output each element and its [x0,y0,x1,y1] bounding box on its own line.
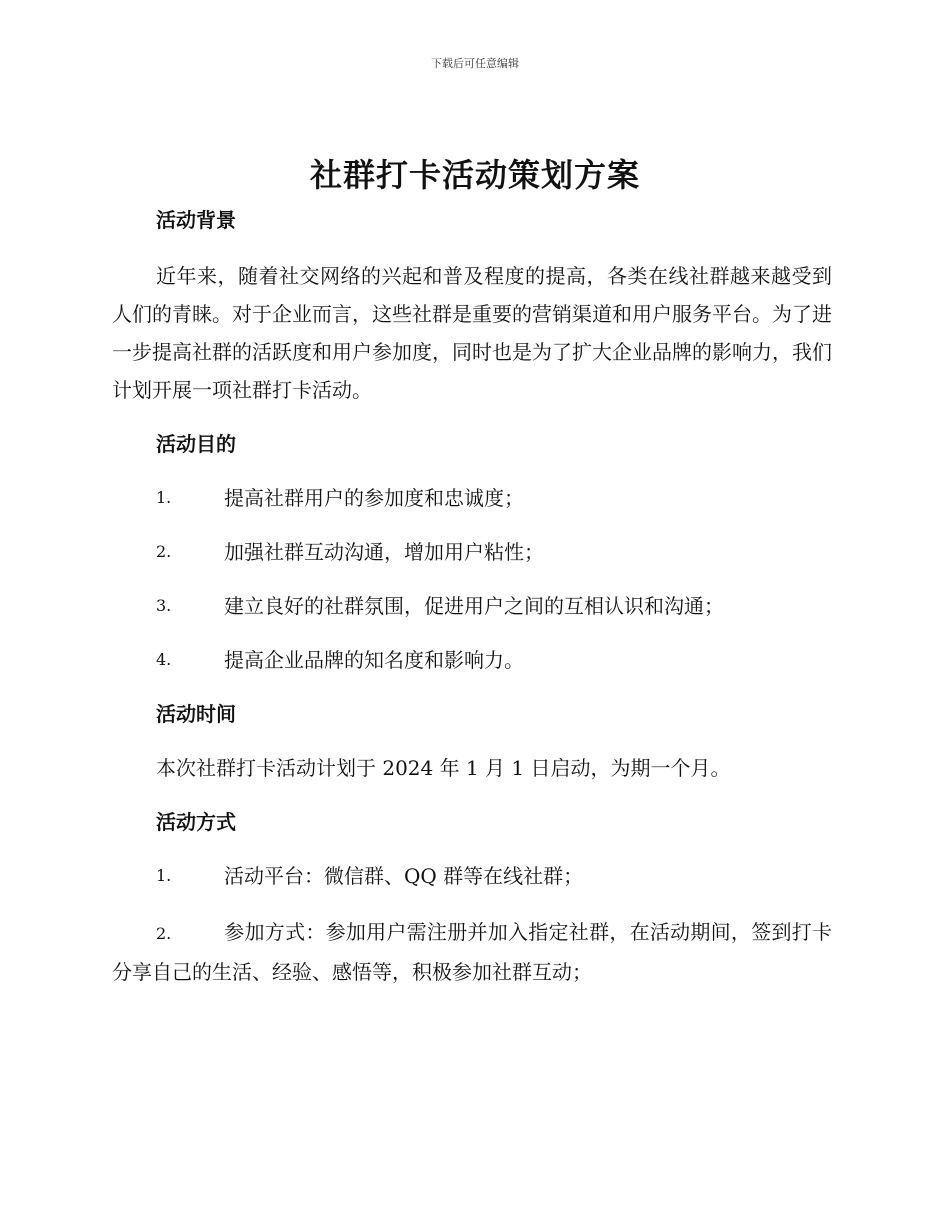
list-item [112,481,832,515]
list-item [112,589,832,623]
section-heading-background: 活动背景 [156,208,236,232]
list-number: 1. [156,488,172,507]
page-header-note: 下载后可任意编辑 [431,57,519,70]
time-text: 本次社群打卡活动计划于 2024 年 1 月 1 日启动，为期一个月。 [156,756,731,780]
list-number: 2. [156,542,172,561]
list-item [112,859,832,893]
section-heading-method: 活动方式 [156,810,236,834]
list-number: 2. [156,924,172,943]
section-heading-time: 活动时间 [156,702,236,726]
list-text: 提高社群用户的参加度和忠诚度； [224,486,524,510]
list-text: 提高企业品牌的知名度和影响力。 [224,648,524,672]
document-title: 社群打卡活动策划方案 [309,156,640,194]
section-heading-purpose: 活动目的 [156,432,236,456]
list-text: 建立良好的社群氛围，促进用户之间的互相认识和沟通； [224,594,724,618]
list-text: 活动平台：微信群、QQ 群等在线社群； [224,864,584,888]
list-number: 1. [156,866,172,885]
background-paragraph: 近年来，随着社交网络的兴起和普及程度的提高，各类在线社群越来越受到人们的青睐。对于企业而言，这些社群是重要的营销渠道和用户服务平台。为了进一步提高社群的活跃度和用户参加度，同时也是为了扩大企业品牌的影响力，我们计划开展一项社群打卡活动。 [112,264,832,402]
document-body [112,203,832,1011]
list-item [112,913,832,991]
list-item [112,535,832,569]
list-number: 3. [156,596,172,615]
list-number: 4. [156,650,172,669]
list-text: 加强社群互动沟通，增加用户粘性； [224,540,544,564]
list-text: 参加方式：参加用户需注册并加入指定社群，在活动期间，签到打卡分享自己的生活、经验、感悟等，积极参加社群互动； [112,920,832,984]
list-item [112,643,832,677]
